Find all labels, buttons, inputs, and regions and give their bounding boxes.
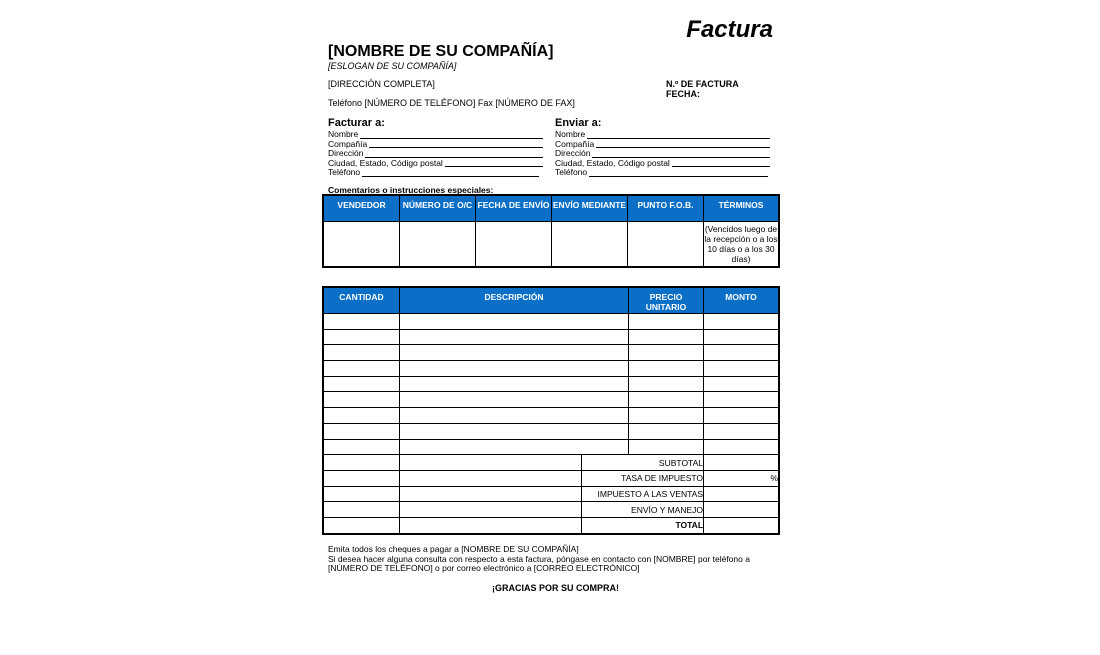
shipping-handling-label: ENVÍO Y MANEJO: [582, 502, 704, 518]
header-vendor: VENDEDOR: [324, 196, 400, 222]
ship-to-city-field[interactable]: [555, 159, 770, 169]
total-row: [324, 517, 779, 533]
footer-line-contact: Si desea hacer alguna consulta con respecto a esta factura, póngase en contacto con [NOMBRE] por teléfono a: [328, 553, 750, 564]
company-address: [DIRECCIÓN COMPLETA]: [328, 79, 435, 89]
quantity-cell[interactable]: [324, 517, 400, 533]
bill-to-phone-field[interactable]: [328, 168, 539, 178]
header-terms: TÉRMINOS: [704, 196, 779, 222]
subtotal-row: [324, 455, 779, 471]
description-cell[interactable]: [400, 470, 582, 486]
company-phone-fax: Teléfono [NÚMERO DE TELÉFONO] Fax [NÚMERO DE FAX]: [328, 98, 575, 108]
company-slogan: [ESLOGAN DE SU COMPAÑÍA]: [328, 61, 457, 71]
header-ship-date: FECHA DE ENVÍO: [476, 196, 552, 222]
subtotal-value-cell[interactable]: [704, 455, 779, 471]
document-title: Factura: [686, 16, 773, 43]
description-cell[interactable]: [400, 439, 629, 455]
field-label: Ciudad, Estado, Código postal: [555, 157, 670, 168]
amount-cell[interactable]: [704, 392, 779, 408]
amount-cell[interactable]: [704, 423, 779, 439]
amount-cell[interactable]: [704, 329, 779, 345]
shipping-table: [323, 195, 779, 267]
table-row: [324, 329, 779, 345]
field-label: Dirección: [555, 148, 591, 159]
field-label: Nombre: [555, 129, 586, 139]
description-cell[interactable]: [400, 361, 629, 377]
footer-line-checks: Emita todos los cheques a pagar a [NOMBRE DE SU COMPAÑÍA]: [328, 544, 579, 554]
unit-price-cell[interactable]: [629, 423, 704, 439]
shipping-handling-row: [324, 502, 779, 518]
items-table: [323, 287, 779, 534]
unit-price-cell[interactable]: [629, 314, 704, 330]
unit-price-cell[interactable]: [629, 439, 704, 455]
company-name: [NOMBRE DE SU COMPAÑÍA]: [328, 43, 554, 60]
description-cell[interactable]: [400, 392, 629, 408]
table-row: [324, 361, 779, 377]
description-cell[interactable]: [400, 314, 629, 330]
amount-cell[interactable]: [704, 376, 779, 392]
quantity-cell[interactable]: [324, 423, 400, 439]
amount-cell[interactable]: [704, 408, 779, 424]
table-row: [324, 376, 779, 392]
quantity-cell[interactable]: [324, 361, 400, 377]
sales-tax-value-cell[interactable]: [704, 486, 779, 502]
terms-cell: (Vencidos luego de la recepción o a los 10 días o a los 30 días): [704, 222, 779, 267]
description-cell[interactable]: [400, 486, 582, 502]
amount-cell[interactable]: [704, 345, 779, 361]
unit-price-cell[interactable]: [629, 345, 704, 361]
description-cell[interactable]: [400, 423, 629, 439]
quantity-cell[interactable]: [324, 376, 400, 392]
ship-to-block: [555, 117, 770, 178]
table-row: [324, 392, 779, 408]
description-cell[interactable]: [400, 329, 629, 345]
header-quantity: CANTIDAD: [324, 288, 400, 314]
comments-label: Comentarios o instrucciones especiales:: [328, 185, 494, 195]
header-ship-via: ENVÍO MEDIANTE: [552, 196, 628, 222]
tax-rate-label: TASA DE IMPUESTO: [582, 470, 704, 486]
field-label: Teléfono: [328, 167, 361, 178]
bill-to-heading: Facturar a:: [328, 117, 385, 129]
tax-rate-row: [324, 470, 779, 486]
bill-to-city-field[interactable]: [328, 159, 543, 169]
total-value-cell[interactable]: [704, 517, 779, 533]
field-label: Nombre: [328, 129, 359, 139]
subtotal-label: SUBTOTAL: [582, 455, 704, 471]
shipping-data-row: [324, 222, 779, 267]
table-row: [324, 314, 779, 330]
quantity-cell[interactable]: [324, 314, 400, 330]
quantity-cell[interactable]: [324, 502, 400, 518]
quantity-cell[interactable]: [324, 455, 400, 471]
quantity-cell[interactable]: [324, 470, 400, 486]
bill-to-block: [328, 117, 543, 178]
quantity-cell[interactable]: [324, 345, 400, 361]
table-row: [324, 408, 779, 424]
description-cell[interactable]: [400, 376, 629, 392]
ship-to-phone-field[interactable]: [555, 168, 768, 178]
unit-price-cell[interactable]: [629, 376, 704, 392]
amount-cell[interactable]: [704, 361, 779, 377]
field-label: Compañía: [328, 138, 368, 149]
unit-price-cell[interactable]: [629, 408, 704, 424]
header-amount: MONTO: [704, 288, 779, 314]
unit-price-cell[interactable]: [629, 392, 704, 408]
header-unit-price: PRECIO UNITARIO: [629, 288, 704, 314]
vendor-cell[interactable]: [324, 222, 400, 267]
fob-point-cell[interactable]: [628, 222, 704, 267]
unit-price-cell[interactable]: [629, 329, 704, 345]
sales-tax-row: [324, 486, 779, 502]
description-cell[interactable]: [400, 408, 629, 424]
table-row: [324, 345, 779, 361]
table-row: [324, 423, 779, 439]
unit-price-cell[interactable]: [629, 361, 704, 377]
field-label: Teléfono: [555, 167, 588, 178]
field-label: Dirección: [328, 148, 364, 159]
quantity-cell[interactable]: [324, 486, 400, 502]
description-cell[interactable]: [400, 502, 582, 518]
amount-cell[interactable]: [704, 439, 779, 455]
description-cell[interactable]: [400, 345, 629, 361]
shipping-handling-value-cell[interactable]: [704, 502, 779, 518]
header-description: DESCRIPCIÓN: [400, 288, 629, 314]
shipping-header-row: [324, 196, 779, 222]
header-fob-point: PUNTO F.O.B.: [628, 196, 704, 222]
ship-to-heading: Enviar a:: [555, 117, 602, 129]
quantity-cell[interactable]: [324, 329, 400, 345]
table-row: [324, 439, 779, 455]
quantity-cell[interactable]: [324, 408, 400, 424]
footer-line-contact-2: [NÚMERO DE TELÉFONO] o por correo electrónico a [CORREO ELECTRÓNICO]: [328, 563, 640, 574]
thank-you-message: ¡GRACIAS POR SU COMPRA!: [492, 583, 620, 593]
field-label: Compañía: [555, 138, 595, 149]
description-cell[interactable]: [400, 517, 582, 533]
quantity-cell[interactable]: [324, 392, 400, 408]
ship-date-cell[interactable]: [476, 222, 552, 267]
total-label: TOTAL: [582, 517, 704, 533]
quantity-cell[interactable]: [324, 439, 400, 455]
sales-tax-label: IMPUESTO A LAS VENTAS: [582, 486, 704, 502]
footer-notes: [328, 545, 750, 574]
field-label: Ciudad, Estado, Código postal: [328, 157, 443, 168]
description-cell[interactable]: [400, 455, 582, 471]
po-number-cell[interactable]: [400, 222, 476, 267]
tax-rate-value-cell[interactable]: %: [704, 470, 779, 486]
invoice-number-label: N.º DE FACTURA: [666, 79, 739, 89]
items-header-row: [324, 288, 779, 314]
amount-cell[interactable]: [704, 314, 779, 330]
ship-via-cell[interactable]: [552, 222, 628, 267]
header-po-number: NÚMERO DE O/C: [400, 196, 476, 222]
invoice-date-label: FECHA:: [666, 89, 700, 99]
